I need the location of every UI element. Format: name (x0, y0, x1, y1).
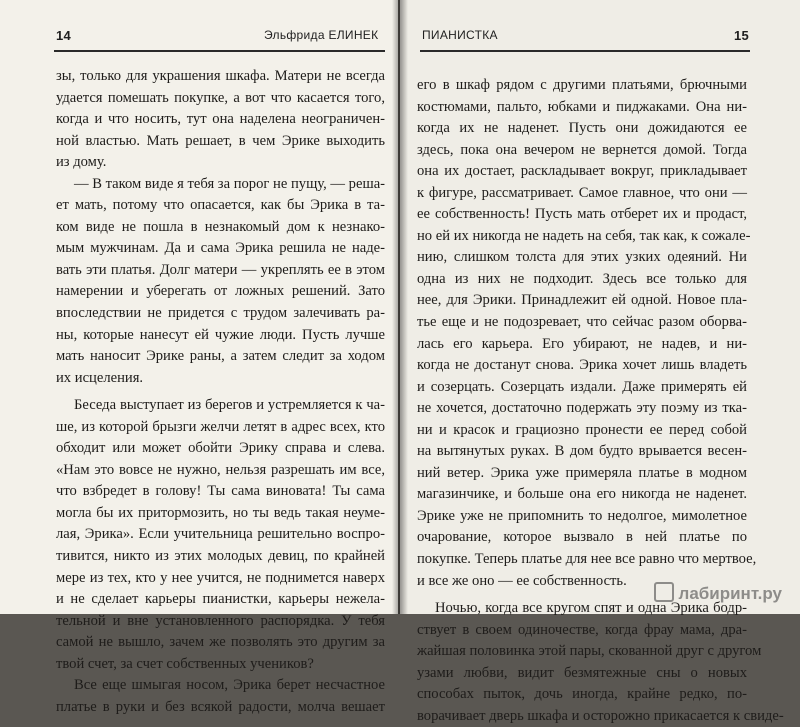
text-line: покупке. Теперь платье для нее все равно что мертвое, (417, 551, 757, 568)
text-line: вать эти платья. Долг матери — укреплять ее в этом (56, 261, 385, 278)
text-line: ствует в своем одиночестве, когда фрау мама, дра- (417, 621, 747, 638)
text-line: впоследствии не придется с трудом залечивать ра- (56, 305, 385, 322)
text-line: зы, только для украшения шкафа. Матери не всегда (56, 68, 385, 84)
text-line: ной властью. Мать решает, в чем Эрике выходить (56, 132, 385, 149)
text-line: намерении и уберегать от ложных решений. Зато (56, 283, 385, 300)
page-number-right: 15 (734, 28, 750, 43)
text-line: ворачивает дверь шкафа и осторожно прикасается к свиде- (417, 707, 784, 724)
text-line: ше, из которой брызги желчи летят в адрес всех, кто (56, 418, 385, 435)
text-line: «Нам это вовсе не нужно, нельзя разрешать им все, (56, 461, 385, 478)
text-line: твой счет, за счет собственных учеников? (56, 655, 314, 672)
text-line: костюмами, пальто, юбками и пиджаками. Она ни- (417, 98, 747, 115)
text-line: их исцеления. (56, 369, 144, 386)
book-icon (654, 582, 674, 602)
text-line: узами любви, видит безмятежные сны о новых (417, 664, 747, 681)
watermark-text: лабиринт.ру (678, 584, 782, 603)
text-line: удается помешать покупке, а вот что касается того, (56, 89, 385, 106)
left-page-text (56, 66, 385, 718)
text-line: способах пыток, дочь иногда, крайне редко, по- (417, 686, 747, 703)
text-line: и все же оно — ее собственность. (417, 572, 627, 589)
text-line: к фигуре, рассматривает. Самое главное, что они — (417, 184, 747, 201)
text-line: Эрике уже не припомнить то недолгое, мимолетное (417, 507, 747, 524)
text-line: здесь, пока она вечером не вернется домой. Тогда (417, 141, 747, 158)
text-line: нию, слишком толста для этих узких одеяний. Ни (417, 249, 747, 266)
book-gutter (392, 0, 408, 614)
text-line: его в шкаф рядом с другими платьями, брючными (417, 77, 747, 93)
text-line: платье в руки и без всякой радости, молча вешает (56, 698, 385, 715)
running-head-author: Эльфрида ЕЛИНЕК (264, 28, 379, 42)
text-line: когда не достанут снова. Эрика хочет лишь владеть (417, 357, 747, 374)
text-line: нее, для Эрики. Принадлежит ей одной. Новое пла- (417, 292, 747, 309)
text-line: одна из них не подходит. Здесь все только для (417, 270, 747, 287)
text-line: мым мужчинам. Да и сама Эрика решила не наде- (56, 240, 385, 257)
text-line: обходит или может обойти Эрику справа и слева. (56, 440, 385, 457)
text-line: когда и что носить, тут она наделена неограничен- (56, 111, 385, 128)
header-rule-right (420, 50, 750, 52)
text-line: не хочется, достаточно подержать эту поэму из тка- (417, 400, 747, 417)
text-line: на вытянутых руках. В дом будто врывается весен- (417, 443, 747, 460)
text-line: что взбредет в голову! Ты сама виновата! Ты сама (56, 483, 385, 500)
text-line: лась его карьера. Его убирают, не надев, и ни- (417, 335, 747, 352)
text-line: тье еще и не подозревает, что сейчас разом оборва- (417, 314, 747, 331)
text-line: и не сделает карьеры пианистки, карьеры нежела- (56, 591, 385, 608)
right-page-text (417, 75, 784, 727)
running-head-title: ПИАНИСТКА (422, 28, 498, 42)
watermark (654, 582, 782, 604)
text-line: ни и красок и грациозно пронести ее перед собой (417, 421, 747, 438)
text-line: ком виде не пошла в незнакомый дом к незнако- (56, 218, 385, 235)
header-rule-left (54, 50, 385, 52)
left-page (0, 0, 398, 715)
right-page (400, 0, 800, 724)
text-line: ны, которые нанесут ей чужие люди. Пусть лучше (56, 326, 385, 343)
text-line: и созерцать. Созерцать издали. Даже примерять ей (417, 378, 747, 395)
text-line: ний ветер. Эрика уже примеряла платье в модном (417, 464, 747, 481)
text-line: — В таком виде я тебя за порог не пущу, — реша- (74, 175, 386, 192)
text-line: ет мать, потому что опасается, как бы Эрика в та- (56, 197, 385, 214)
text-line: но ей их никогда не надеть на себя, так как, к сожале- (417, 227, 751, 244)
text-line: ее собственность! Пусть мать отберет их и продаст, (417, 206, 747, 223)
text-line: самой не вышло, зачем же позволять это другим за (56, 634, 385, 651)
text-line: мере из тех, кто у нее учится, не поднимется наверх (56, 569, 385, 586)
text-line: очарование, которое вызвало в ней платье по (417, 529, 747, 546)
text-line: тивится, никто из этих молодых девиц, по крайней (56, 548, 385, 565)
text-line: из дому. (56, 154, 107, 171)
text-line: Ночью, когда все кругом спят и одна Эрика бодр- (435, 600, 747, 617)
text-line: Беседа выступает из берегов и устремляется к ча- (74, 397, 385, 414)
text-line: Все еще шмыгая носом, Эрика берет несчастное (74, 677, 385, 694)
text-line: лая, Эрика». Если учительница решительно воспро- (56, 526, 385, 543)
text-line: она их достает, раскладывает вокруг, прикладывает (417, 163, 747, 180)
text-line: жайшая половинка этой пары, скованной друг с другом (417, 643, 762, 660)
text-line: могла бы их притормозить, но ты ведь такая неуме- (56, 504, 385, 521)
page-number-left: 14 (56, 28, 72, 43)
text-line: тельной и вне установленного распорядка. У тебя (56, 612, 385, 629)
text-line: когда их не наденет. Пусть они дожидаются ее (417, 120, 747, 137)
text-line: магазинчике, и больше она его никогда не наденет. (417, 486, 747, 503)
text-line: мать наносит Эрике раны, а затем следит за ходом (56, 348, 385, 365)
